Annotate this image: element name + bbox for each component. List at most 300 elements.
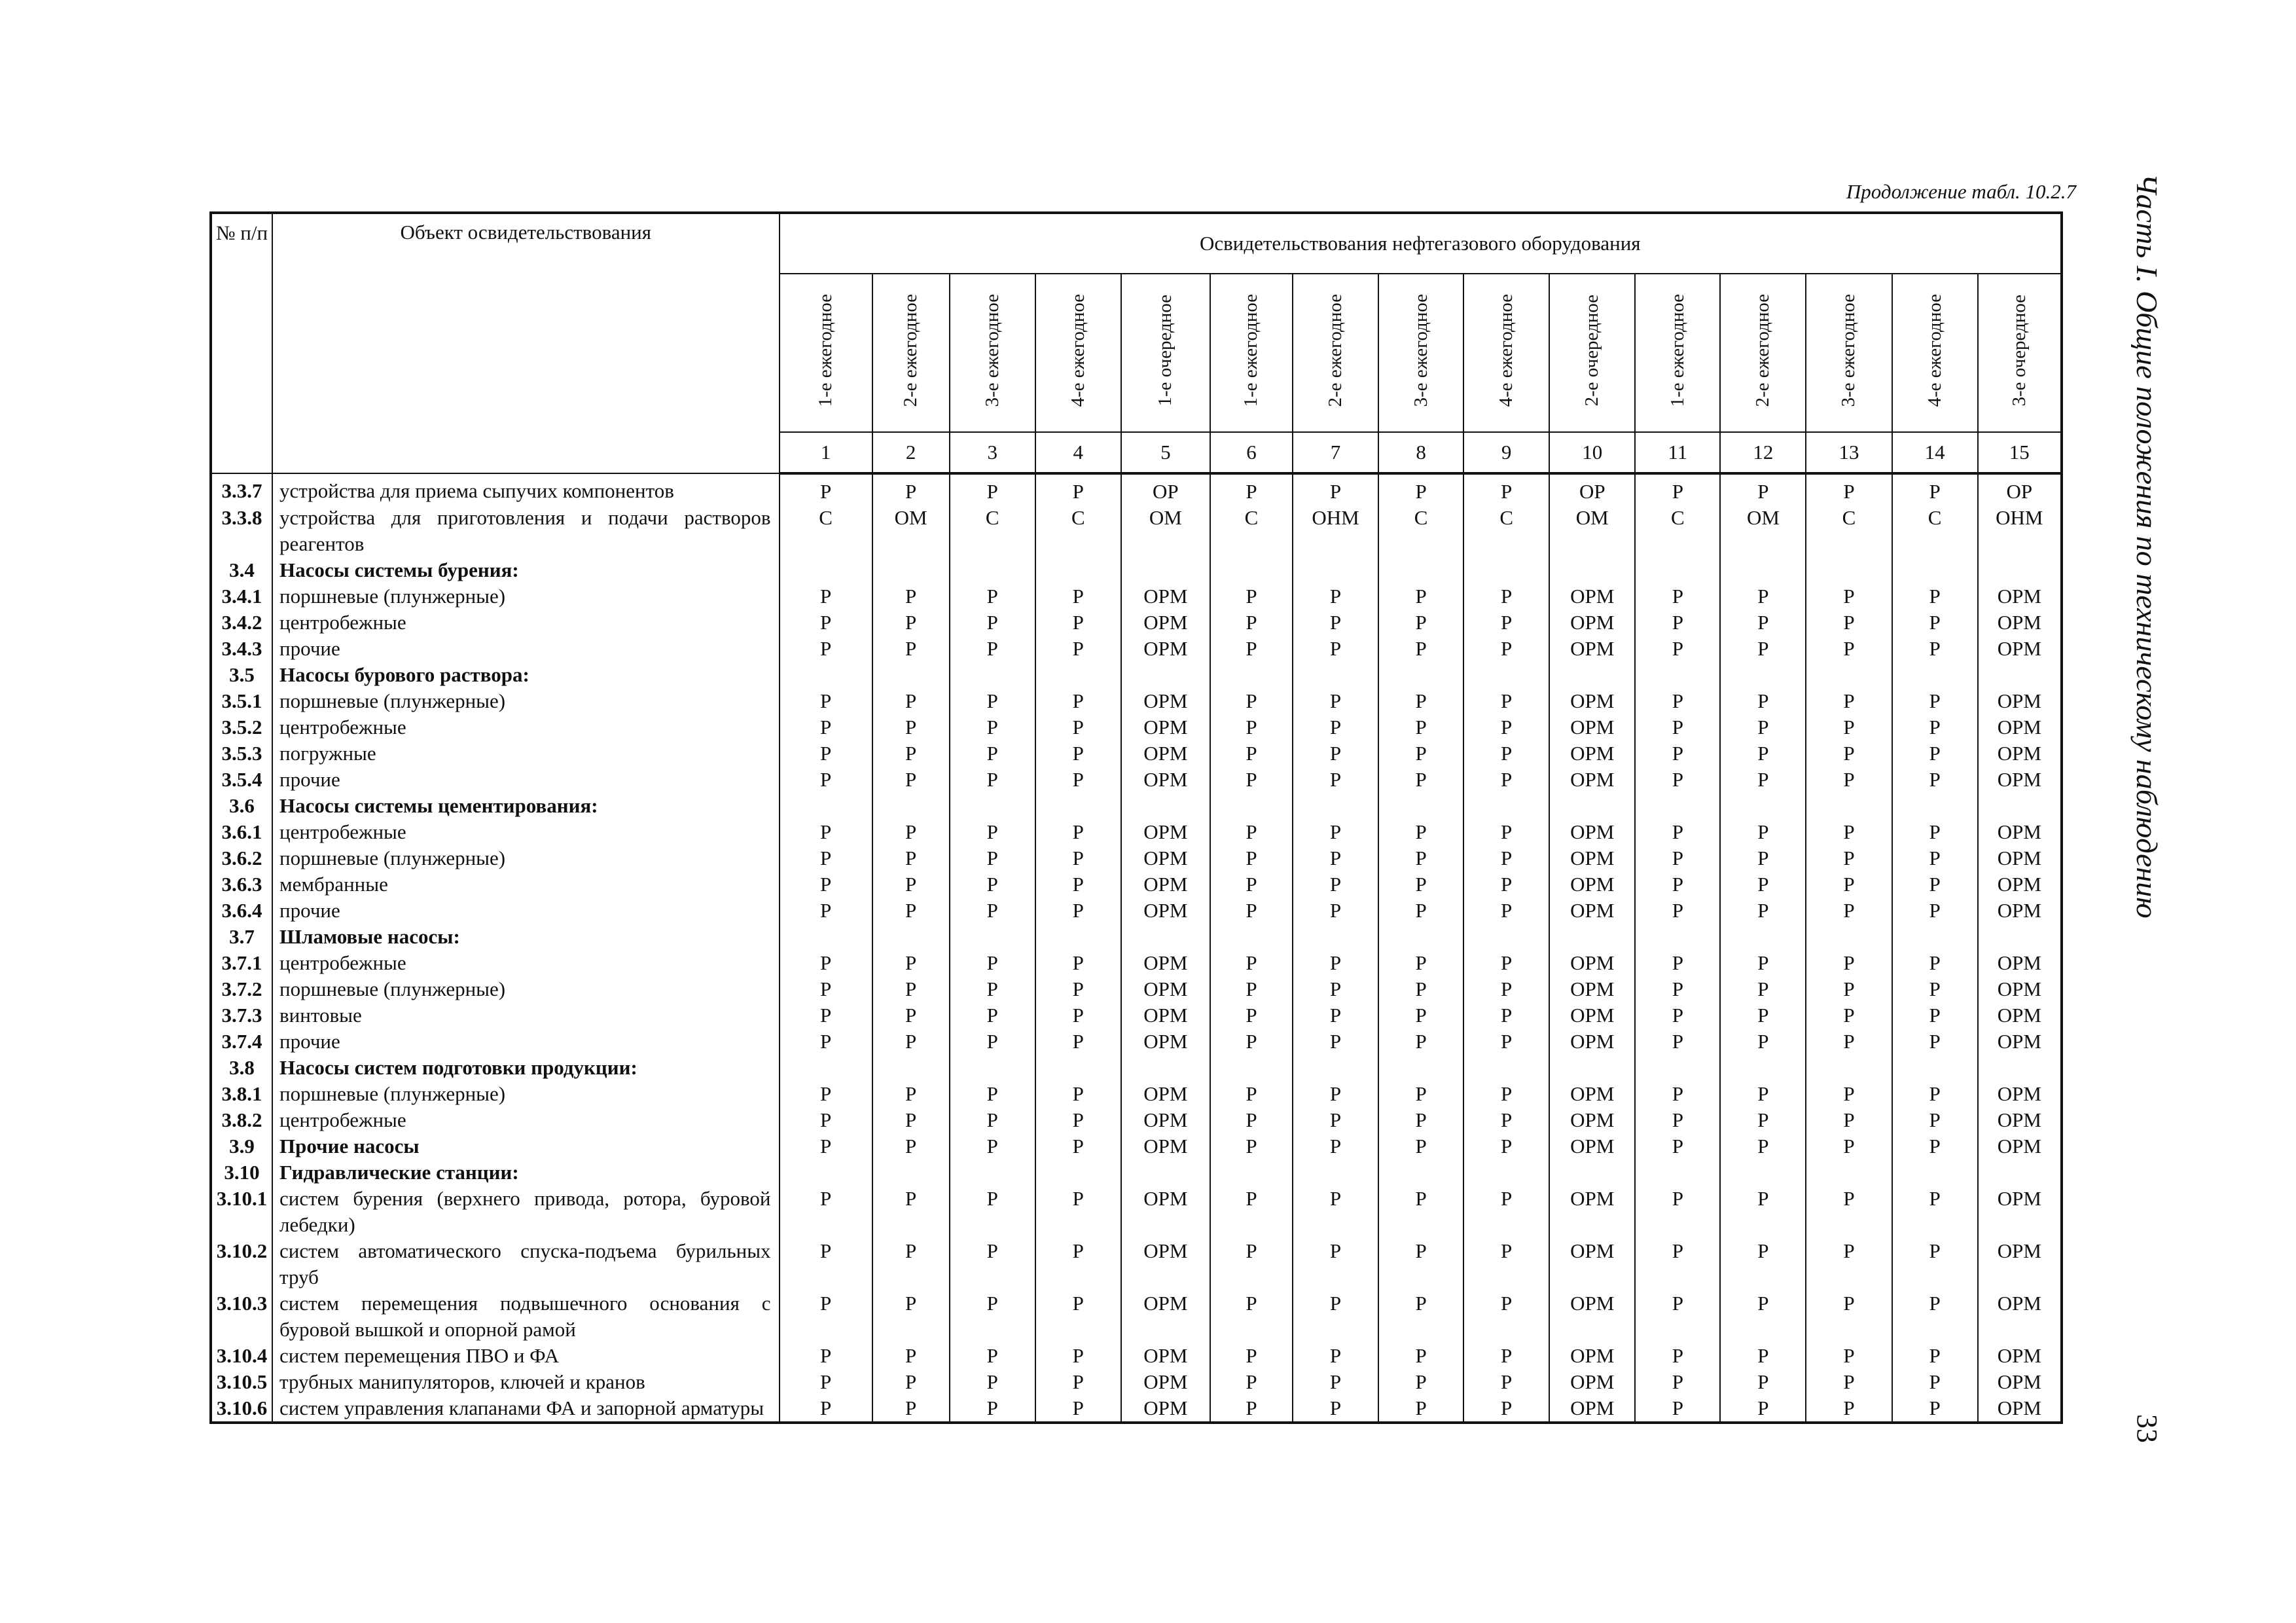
header-column-type [872,274,950,432]
row-value: ОРМ [1121,1107,1210,1133]
row-value [1463,793,1549,819]
row-value [950,1055,1035,1081]
row-object: Насосы систем подготовки продукции: [272,1055,779,1081]
row-value: Р [872,1343,950,1369]
row-value: Р [1210,950,1293,976]
row-number: 3.6.3 [211,871,272,898]
row-value: Р [1892,1002,1978,1029]
row-value: ОРМ [1549,1133,1635,1159]
row-value: Р [950,583,1035,610]
row-value [1035,557,1121,583]
row-value: Р [1892,583,1978,610]
row-value: Р [1635,950,1720,976]
header-group: Освидетельствования нефтегазового оборудования [780,213,2062,274]
row-value [1378,557,1463,583]
table-row [211,1081,2062,1107]
row-value: Р [1035,740,1121,767]
row-object: Насосы бурового раствора: [272,662,779,688]
row-value: Р [1635,473,1720,505]
table-row [211,793,2062,819]
column-type-label: 3-е ежегодное [981,293,1003,407]
row-value: ОРМ [1549,1107,1635,1133]
row-value: Р [872,1133,950,1159]
header-column-type [1720,274,1806,432]
row-value [1463,662,1549,688]
row-value: ОРМ [1549,1290,1635,1343]
row-value: Р [1720,473,1806,505]
header-column-index: 2 [872,432,950,473]
row-value: Р [1293,610,1378,636]
row-value: Р [1720,1290,1806,1343]
row-value [1635,662,1720,688]
row-value [1635,1159,1720,1186]
header-column-index: 1 [780,432,872,473]
row-value: Р [1720,950,1806,976]
row-value: Р [1378,688,1463,714]
row-value: Р [1892,819,1978,845]
row-value: ОРМ [1121,1343,1210,1369]
row-value [1378,924,1463,950]
row-value [1035,662,1121,688]
row-value: Р [780,610,872,636]
row-value: Р [950,845,1035,871]
row-value [950,793,1035,819]
row-value: С [1892,505,1978,557]
row-value: ОРМ [1549,740,1635,767]
row-value: Р [1806,636,1892,662]
row-value: ОРМ [1978,610,2062,636]
row-value: ОРМ [1549,871,1635,898]
row-value: С [1463,505,1549,557]
row-value: Р [1892,898,1978,924]
header-column-type [780,274,872,432]
table-row [211,767,2062,793]
row-value: Р [1210,1186,1293,1238]
table-row [211,505,2062,557]
row-value: ОРМ [1978,845,2062,871]
row-value: ОРМ [1978,1395,2062,1423]
row-value: Р [1035,819,1121,845]
row-value: Р [1378,976,1463,1002]
row-value: Р [1035,636,1121,662]
row-value: Р [1378,950,1463,976]
row-value: Р [1720,1133,1806,1159]
row-value: ОРМ [1121,1290,1210,1343]
row-value: Р [1035,714,1121,740]
row-value: Р [1035,898,1121,924]
row-value: Р [780,1343,872,1369]
row-value: Р [1720,583,1806,610]
row-value [1806,924,1892,950]
row-value: ОРМ [1978,976,2062,1002]
row-value: Р [1635,1029,1720,1055]
row-value [1720,1159,1806,1186]
row-value: Р [1035,1029,1121,1055]
row-value: Р [1806,1238,1892,1290]
row-object: систем перемещения подвышечного основания с буровой вышкой и опорной рамой [272,1290,779,1343]
row-value: Р [950,950,1035,976]
row-value [1720,793,1806,819]
row-value: Р [1635,898,1720,924]
row-object: устройства для приготовления и подачи растворов реагентов [272,505,779,557]
row-value: Р [1635,583,1720,610]
row-number: 3.5.4 [211,767,272,793]
row-value: Р [872,845,950,871]
row-object: погружные [272,740,779,767]
row-value: Р [1210,714,1293,740]
row-value [780,924,872,950]
row-value: Р [1378,1369,1463,1395]
row-value: ОРМ [1121,583,1210,610]
row-value: Р [1210,473,1293,505]
row-value: Р [950,1029,1035,1055]
row-value: ОР [1121,473,1210,505]
row-number: 3.7.4 [211,1029,272,1055]
row-value [1035,1055,1121,1081]
row-value: Р [872,636,950,662]
header-num: № п/п [211,213,272,473]
row-value: Р [1806,1186,1892,1238]
row-value: Р [1806,845,1892,871]
header-column-index: 15 [1978,432,2062,473]
row-object: поршневые (плунжерные) [272,1081,779,1107]
table-row [211,871,2062,898]
row-value: Р [1720,898,1806,924]
row-value: ОРМ [1121,636,1210,662]
row-value [780,1055,872,1081]
header-column-type [1635,274,1720,432]
row-value: Р [872,1081,950,1107]
row-value: ОРМ [1978,636,2062,662]
header-column-index: 3 [950,432,1035,473]
row-value: Р [1378,871,1463,898]
row-object: Шламовые насосы: [272,924,779,950]
row-value: Р [950,767,1035,793]
row-value: Р [950,636,1035,662]
row-value [1720,557,1806,583]
table-row [211,557,2062,583]
row-value: Р [950,1107,1035,1133]
row-value [1892,1055,1978,1081]
table-row [211,1002,2062,1029]
row-value: Р [780,1186,872,1238]
row-value: ОРМ [1121,1029,1210,1055]
row-value: Р [1806,976,1892,1002]
row-value: Р [1463,740,1549,767]
row-value: Р [1463,1002,1549,1029]
row-value: Р [950,1290,1035,1343]
row-value [1978,557,2062,583]
row-value: Р [1293,1002,1378,1029]
row-object: устройства для приема сыпучих компонентов [272,473,779,505]
row-number: 3.4.1 [211,583,272,610]
row-value [950,1159,1035,1186]
row-value: ОРМ [1121,1002,1210,1029]
row-value: Р [1806,583,1892,610]
row-value: Р [1892,473,1978,505]
row-value: С [780,505,872,557]
row-value: Р [950,1133,1035,1159]
column-type-label: 1-е ежегодное [1240,293,1262,407]
table-row [211,1029,2062,1055]
row-number: 3.4 [211,557,272,583]
row-value: Р [1293,1369,1378,1395]
row-value: Р [872,950,950,976]
header-column-type [1463,274,1549,432]
row-value: Р [950,740,1035,767]
row-value: Р [1635,1107,1720,1133]
row-value: ОРМ [1549,688,1635,714]
row-value: Р [1892,1395,1978,1423]
row-value: Р [1720,636,1806,662]
row-number: 3.4.3 [211,636,272,662]
row-value: Р [1720,767,1806,793]
row-value: Р [872,976,950,1002]
row-value: Р [1035,1186,1121,1238]
row-value [1892,662,1978,688]
row-value: Р [780,1107,872,1133]
row-value: ОРМ [1978,1107,2062,1133]
row-value [1121,557,1210,583]
row-value: Р [1635,1238,1720,1290]
table-row [211,1133,2062,1159]
row-value: ОРМ [1549,819,1635,845]
row-value [1720,1055,1806,1081]
row-value: Р [1806,1369,1892,1395]
row-value: Р [1720,1186,1806,1238]
row-value: Р [1293,740,1378,767]
row-value [1293,557,1378,583]
row-value [1720,662,1806,688]
row-value: ОРМ [1978,1343,2062,1369]
row-value: Р [1892,871,1978,898]
row-object: Гидравлические станции: [272,1159,779,1186]
row-value [1549,1055,1635,1081]
row-value: Р [1463,1107,1549,1133]
row-value: ОРМ [1549,950,1635,976]
header-column-index: 5 [1121,432,1210,473]
table-row [211,924,2062,950]
row-value: ОРМ [1978,688,2062,714]
row-value: Р [1293,767,1378,793]
row-value: Р [1293,845,1378,871]
row-value: ОРМ [1978,583,2062,610]
row-value: Р [950,1343,1035,1369]
row-value: ОРМ [1549,845,1635,871]
row-value: Р [1720,714,1806,740]
row-number: 3.7 [211,924,272,950]
row-value: Р [1635,871,1720,898]
row-value: Р [950,1002,1035,1029]
row-value: Р [1720,1395,1806,1423]
row-value [1978,1055,2062,1081]
row-value: ОРМ [1121,1186,1210,1238]
row-value: Р [1463,950,1549,976]
row-value: Р [1378,636,1463,662]
row-value: ОРМ [1978,1133,2062,1159]
row-value [1635,793,1720,819]
row-value [1121,924,1210,950]
row-value: Р [1210,1395,1293,1423]
row-object: поршневые (плунжерные) [272,845,779,871]
row-value [1806,1055,1892,1081]
row-value: Р [1378,583,1463,610]
row-value [1378,1159,1463,1186]
row-value [872,662,950,688]
row-value: Р [1293,714,1378,740]
row-value [1549,662,1635,688]
row-value: Р [1635,740,1720,767]
row-number: 3.6.4 [211,898,272,924]
row-value: Р [1210,1002,1293,1029]
row-value: Р [1463,610,1549,636]
row-value: Р [950,976,1035,1002]
row-number: 3.10.3 [211,1290,272,1343]
row-value: ОМ [1121,505,1210,557]
row-value: Р [1293,871,1378,898]
row-value [872,1159,950,1186]
table-row [211,688,2062,714]
row-value: ОРМ [1978,740,2062,767]
row-value: Р [1720,740,1806,767]
row-value: Р [1720,871,1806,898]
row-value: Р [1635,1395,1720,1423]
row-value: Р [1293,1081,1378,1107]
row-value: Р [1635,1343,1720,1369]
row-value: ОРМ [1121,976,1210,1002]
row-value: Р [1378,714,1463,740]
row-value: ОРМ [1549,1238,1635,1290]
row-number: 3.10.6 [211,1395,272,1423]
row-object: центробежные [272,819,779,845]
row-value: Р [780,1029,872,1055]
row-value [1463,924,1549,950]
row-value: Р [1806,1290,1892,1343]
header-column-index: 12 [1720,432,1806,473]
row-value: Р [1210,636,1293,662]
column-type-label: 2-е ежегодное [900,293,922,407]
row-value: Р [1378,1081,1463,1107]
row-value: Р [1293,473,1378,505]
row-value: Р [1806,1107,1892,1133]
row-value: Р [1463,1029,1549,1055]
row-value: ОРМ [1978,767,2062,793]
row-value: Р [1892,610,1978,636]
row-value [1635,557,1720,583]
row-value [1806,557,1892,583]
row-number: 3.6 [211,793,272,819]
row-object: трубных манипуляторов, ключей и кранов [272,1369,779,1395]
row-value [1210,1159,1293,1186]
row-value: Р [1293,1029,1378,1055]
header-column-type [1892,274,1978,432]
row-value: Р [1892,688,1978,714]
row-value: ОРМ [1549,636,1635,662]
row-object: поршневые (плунжерные) [272,688,779,714]
row-value: Р [1892,950,1978,976]
row-value [1892,924,1978,950]
row-value: Р [1210,1029,1293,1055]
row-value: Р [1378,819,1463,845]
row-value [1806,662,1892,688]
row-value: Р [1635,1133,1720,1159]
row-value: ОРМ [1121,767,1210,793]
row-value [1210,793,1293,819]
row-value: ОРМ [1549,1186,1635,1238]
row-value: Р [1378,1133,1463,1159]
row-value: ОРМ [1121,845,1210,871]
row-value: Р [1892,1029,1978,1055]
inspection-table [209,211,2063,1424]
row-value: Р [780,1081,872,1107]
row-value: Р [1463,819,1549,845]
row-value: Р [1892,1133,1978,1159]
row-value: ОРМ [1121,610,1210,636]
row-number: 3.3.8 [211,505,272,557]
row-value: Р [780,976,872,1002]
header-column-index: 6 [1210,432,1293,473]
row-value: ОМ [872,505,950,557]
row-value: Р [1806,1002,1892,1029]
row-value: ОРМ [1978,1002,2062,1029]
row-value: Р [1720,1107,1806,1133]
row-value [1549,557,1635,583]
row-value: Р [1635,819,1720,845]
row-value: Р [1035,1081,1121,1107]
row-value: ОРМ [1121,898,1210,924]
table-row [211,898,2062,924]
row-value: Р [1463,714,1549,740]
row-number: 3.10.2 [211,1238,272,1290]
row-number: 3.8.1 [211,1081,272,1107]
row-object: центробежные [272,1107,779,1133]
row-value: Р [1035,950,1121,976]
row-number: 3.6.2 [211,845,272,871]
row-value: Р [1806,688,1892,714]
row-value: Р [1035,688,1121,714]
row-value: Р [1892,740,1978,767]
row-value: Р [1378,1107,1463,1133]
row-object: систем автоматического спуска-подъема бурильных труб [272,1238,779,1290]
header-column-index: 11 [1635,432,1720,473]
row-value: ОРМ [1978,1029,2062,1055]
row-value [1635,1055,1720,1081]
row-value: Р [1035,473,1121,505]
row-value: Р [1210,976,1293,1002]
row-value: ОРМ [1549,767,1635,793]
row-object: Прочие насосы [272,1133,779,1159]
row-value: Р [1806,898,1892,924]
row-value: Р [1035,610,1121,636]
row-value: Р [1378,1002,1463,1029]
row-value: ОРМ [1978,1238,2062,1290]
header-column-type [950,274,1035,432]
table-row [211,473,2062,505]
row-value: Р [1635,636,1720,662]
row-number: 3.7.3 [211,1002,272,1029]
row-value: Р [780,714,872,740]
header-column-type [1293,274,1378,432]
table-row [211,1343,2062,1369]
row-value: Р [872,1029,950,1055]
row-value: Р [1635,1081,1720,1107]
table-body [211,473,2062,1423]
row-value [1892,1159,1978,1186]
table-row [211,819,2062,845]
row-value: Р [1892,1081,1978,1107]
table-row [211,1395,2062,1423]
column-type-label: 4-е ежегодное [1067,293,1088,407]
